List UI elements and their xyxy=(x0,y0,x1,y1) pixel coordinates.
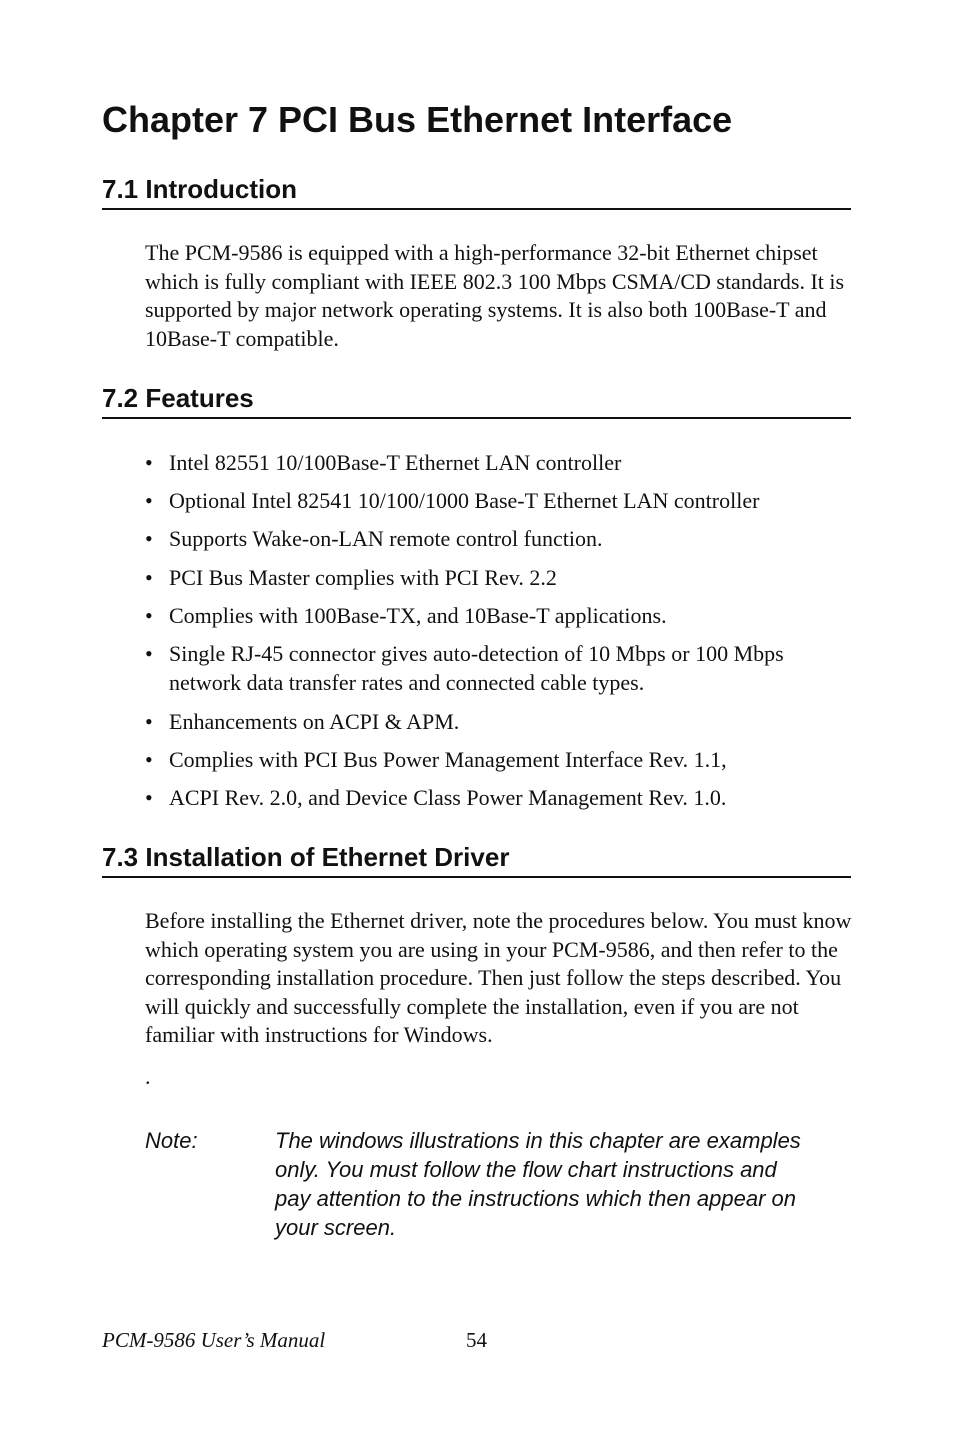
chapter-title: Chapter 7 PCI Bus Ethernet Interface xyxy=(102,99,733,140)
feature-text: Intel 82551 10/100Base-T Ethernet LAN controller xyxy=(169,450,622,475)
bullet-marker: • xyxy=(145,602,153,628)
installation-paragraph: Before installing the Ethernet driver, note the procedures below. You must know which operating system you are using in your PCM-9586, and then refer to the corresponding installation procedure. Then just follow the steps described. You will quickly and successfully complete the installation, even if you are not familiar with instructions for Windows. xyxy=(145,908,852,1048)
feature-text: Single RJ-45 connector gives auto-detection of 10 Mbps or 100 Mbps network data transfer rates and connected cable types. xyxy=(169,640,784,696)
introduction-paragraph: The PCM-9586 is equipped with a high-performance 32-bit Ethernet chipset which is fully compliant with IEEE 802.3 100 Mbps CSMA/CD standards. It is supported by major network operating systems. It is also both 100Base-T and 10Base-T compatible. xyxy=(145,240,845,351)
bullet-marker: • xyxy=(145,488,153,514)
list-item xyxy=(145,448,855,478)
list-item xyxy=(145,639,855,698)
feature-text: Enhancements on ACPI & APM. xyxy=(169,708,460,734)
footer-page-number: 54 xyxy=(466,1328,487,1352)
bullet-marker: • xyxy=(145,640,153,666)
trailing-period: . xyxy=(145,1064,151,1089)
bullet-marker: • xyxy=(145,785,153,810)
list-item xyxy=(145,486,855,516)
bullet-marker: • xyxy=(145,450,153,475)
note-text: The windows illustrations in this chapter are examples only. You must follow the flow chart instructions and pay attention to the instructions which then appear on your screen. xyxy=(275,1128,801,1240)
feature-text: Supports Wake-on-LAN remote control function. xyxy=(169,526,603,552)
section-heading-introduction: 7.1 Introduction xyxy=(102,172,851,210)
list-item xyxy=(145,783,855,813)
list-item xyxy=(145,601,855,631)
feature-text: Optional Intel 82541 10/100/1000 Base-T Ethernet LAN controller xyxy=(169,488,760,514)
feature-text: ACPI Rev. 2.0, and Device Class Power Management Rev. 1.0. xyxy=(169,785,727,810)
note-label: Note: xyxy=(145,1128,198,1153)
section-heading-features: 7.2 Features xyxy=(102,381,851,419)
bullet-marker: • xyxy=(145,526,153,552)
list-item xyxy=(145,707,855,737)
list-item xyxy=(145,524,855,554)
features-list xyxy=(145,448,855,821)
feature-text: PCI Bus Master complies with PCI Rev. 2.2 xyxy=(169,564,557,590)
section-heading-installation: 7.3 Installation of Ethernet Driver xyxy=(102,840,851,878)
bullet-marker: • xyxy=(145,746,153,772)
list-item xyxy=(145,745,855,775)
feature-text: Complies with PCI Bus Power Management Interface Rev. 1.1, xyxy=(169,746,727,772)
footer-manual-title: PCM-9586 User’s Manual xyxy=(102,1328,326,1352)
list-item xyxy=(145,563,855,593)
bullet-marker: • xyxy=(145,708,153,734)
bullet-marker: • xyxy=(145,564,153,590)
feature-text: Complies with 100Base-TX, and 10Base-T applications. xyxy=(169,602,667,628)
